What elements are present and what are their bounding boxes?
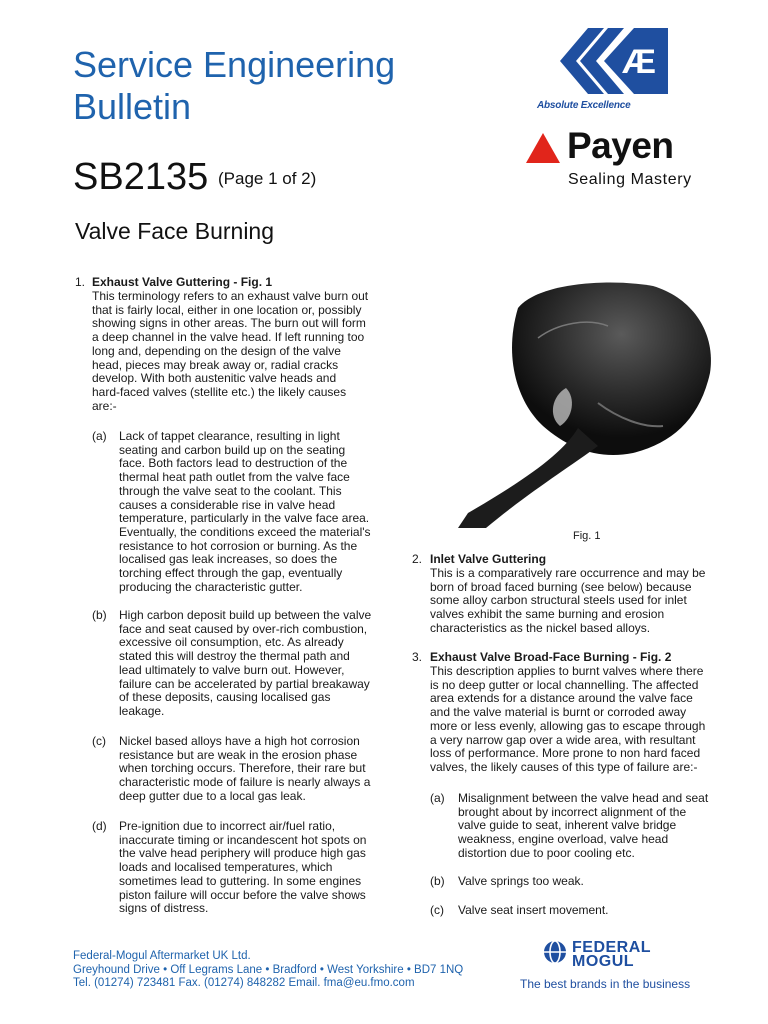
absolute-excellence-logo-icon [560, 26, 670, 96]
item-1d-label: (d) [92, 819, 107, 833]
text-line: are:- [92, 398, 117, 413]
text-line: a very narrow gap over a wide area, with resultant [430, 732, 696, 747]
text-line: hard-faced valves (stellite etc.) the likely causes [92, 384, 347, 399]
text-line: deep gutter due to a local gas leak. [119, 788, 306, 803]
text-line: through the valve seat to the coolant. This [119, 483, 342, 498]
text-line: characteristics as the nickel based alloys. [430, 620, 651, 635]
burnt-valve-photo [448, 278, 718, 528]
ae-mark-text: Æ [622, 43, 656, 81]
text-line: seating and carbon build up on the seating [119, 442, 346, 457]
section-2-text [430, 567, 740, 636]
federal-mogul-tagline: The best brands in the business [520, 977, 691, 991]
section-2-heading: Inlet Valve Guttering [430, 552, 547, 566]
text-line: the valve head periphery will produce high gas [119, 846, 366, 861]
text-line: brought about by incorrect alignment of the [458, 804, 687, 819]
text-line: that is fairly local, either in one location or, possibly [92, 302, 362, 317]
footer-contact: Tel. (01274) 723481 Fax. (01274) 848282 Email. fma@eu.fmo.com [73, 977, 415, 989]
text-line: resistance to hot corrosion or burning. As the [119, 538, 358, 553]
text-line: torching effect through the gap, eventually [119, 566, 343, 581]
bulletin-title [73, 44, 493, 128]
item-1a-text [119, 430, 419, 594]
text-line: a deep channel in the valve head. If left running too [92, 330, 365, 345]
text-line: of these deposits, causing localised gas [119, 690, 331, 705]
text-line: This is a comparatively rare occurrence and may be [430, 566, 706, 580]
text-line: showing signs in other areas. The burn out will form [92, 316, 366, 331]
text-line: more or less evenly, allowing gas to escape through [430, 718, 706, 733]
item-1c-text [119, 735, 419, 804]
text-line: Misalignment between the valve head and seat [458, 791, 709, 805]
footer-address: Greyhound Drive • Off Legrams Lane • Bradford • West Yorkshire • BD7 1NQ [73, 963, 464, 976]
section-3-number: 3. [412, 650, 423, 664]
item-3b-label: (b) [430, 874, 445, 888]
text-line: born of broad faced burning (see below) because [430, 579, 692, 594]
item-3a-text [458, 792, 748, 861]
item-1c-label: (c) [92, 734, 106, 748]
text-line: temperature, particularly in the valve face area. [119, 511, 370, 526]
text-line: sometimes lead to guttering. In some engines [119, 873, 362, 888]
text-line: stated this will destroy the thermal path and [119, 649, 350, 664]
text-line: characteristic mode of failure is nearly always a [119, 775, 371, 790]
text-line: Eventually, the conditions exceed the material's [119, 524, 371, 539]
ae-tagline: Absolute Excellence [537, 100, 631, 111]
text-line: develop. With both austenitic valve heads and [92, 371, 337, 386]
text-line: valves exhibit the same burning and erosion [430, 607, 665, 622]
fm-line-1: FEDERAL [572, 939, 652, 956]
item-1a-label: (a) [92, 429, 107, 443]
item-3a-label: (a) [430, 791, 445, 805]
text-line: failure can be accelerated by partial breakaway [119, 676, 370, 691]
item-3b-text: Valve springs too weak. [458, 874, 584, 888]
text-line: distortion due to poor cooling etc. [458, 845, 635, 860]
text-line: is no deep gutter or local channelling. The affected [430, 677, 699, 692]
text-line: High carbon deposit build up between the valve [119, 608, 372, 622]
footer-company: Federal-Mogul Aftermarket UK Ltd. [73, 950, 251, 962]
federal-mogul-wordmark [572, 941, 651, 969]
text-line: some alloy carbon structural steels used for inlet [430, 593, 687, 608]
item-1b-label: (b) [92, 608, 107, 622]
item-1b-text [119, 609, 419, 719]
text-line: piston failure will occur before the valve shows [119, 887, 366, 902]
text-line: valve guide to seat, inherent valve bridge [458, 818, 677, 833]
text-line: area extends for a distance around the valve face [430, 691, 693, 706]
text-line: weakness, engine overload, valve head [458, 832, 669, 847]
text-line: This description applies to burnt valves where there [430, 664, 704, 678]
payen-logo-text: Payen [567, 125, 674, 166]
title-line-2: Bulletin [73, 86, 192, 127]
bulletin-number: SB2135 [73, 156, 209, 198]
text-line: Nickel based alloys have a high hot corrosion [119, 734, 360, 748]
title-line-1: Service Engineering [73, 44, 396, 85]
fm-line-2: MOGUL [572, 953, 635, 970]
text-line: causes a considerable rise in valve head [119, 497, 336, 512]
text-line: This terminology refers to an exhaust valve burn out [92, 289, 369, 303]
federal-mogul-globe-icon [543, 940, 567, 964]
item-3c-text: Valve seat insert movement. [458, 903, 609, 917]
text-line: valves, the likely causes of this type of failure are:- [430, 759, 698, 774]
figure-1-caption: Fig. 1 [573, 530, 601, 542]
text-line: thermal heat path outlet from the valve face [119, 470, 350, 485]
text-line: long and, depending on the design of the valve [92, 343, 341, 358]
text-line: loads and localised temperatures, which [119, 860, 333, 875]
text-line: head, pieces may break away or, radial cracks [92, 357, 339, 372]
section-1-number: 1. [75, 275, 86, 289]
section-3-heading: Exhaust Valve Broad-Face Burning - Fig. 2 [430, 650, 672, 664]
text-line: face. Both factors lead to destruction of the [119, 456, 348, 471]
section-1-heading: Exhaust Valve Guttering - Fig. 1 [92, 275, 273, 289]
section-1-intro [92, 290, 422, 413]
item-3c-label: (c) [430, 903, 444, 917]
text-line: resistance but are weak in the erosion phase [119, 747, 358, 762]
section-2-number: 2. [412, 552, 423, 566]
section-3-text [430, 665, 740, 775]
text-line: inaccurate timing or incandescent hot spots on [119, 832, 367, 847]
text-line: localised gas leak increases, so does the [119, 552, 338, 567]
payen-tagline: Sealing Mastery [568, 171, 692, 188]
text-line: excessive oil consumption, etc. As already [119, 635, 344, 650]
text-line: Pre-ignition due to incorrect air/fuel ratio, [119, 819, 336, 833]
text-line: signs of distress. [119, 901, 209, 916]
footer-address-block [73, 950, 463, 991]
text-line: lead ultimately to valve burn out. However, [119, 662, 345, 677]
item-1d-text [119, 820, 419, 916]
bulletin-subject: Valve Face Burning [75, 218, 275, 244]
text-line: producing the characteristic gutter. [119, 579, 303, 594]
text-line: and the valve material is burnt or corroded away [430, 705, 687, 720]
text-line: when torching occurs. Therefore, their rare but [119, 761, 366, 776]
text-line: leakage. [119, 703, 165, 718]
text-line: face and seat caused by over-rich combustion, [119, 621, 368, 636]
page-indicator: (Page 1 of 2) [218, 169, 317, 188]
text-line: Lack of tappet clearance, resulting in light [119, 429, 340, 443]
text-line: loss of performance. More prone to non hard faced [430, 746, 701, 761]
payen-triangle-icon [526, 133, 560, 163]
